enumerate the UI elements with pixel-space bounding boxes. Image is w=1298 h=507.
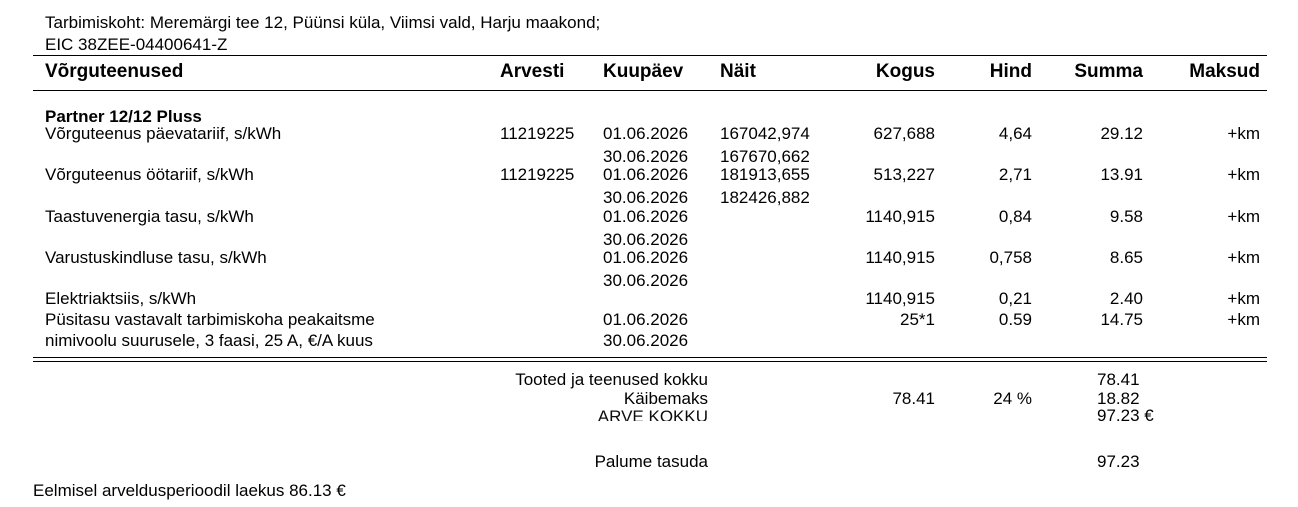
row-date-to: 30.06.2026 (603, 188, 689, 207)
row-service: Varustuskindluse tasu, s/kWh (45, 248, 267, 267)
previous-payment-note: Eelmisel arveldusperioodil laekus 86.13 € (33, 481, 346, 500)
row-price: 0,21 (998, 289, 1032, 308)
header-rule (33, 90, 1267, 91)
header-quantity: Kogus (875, 61, 935, 82)
row-quantity: 1140,915 (865, 248, 935, 267)
invoice-total-sum: 97.23 € (1097, 406, 1154, 425)
row-price: 0,84 (998, 207, 1032, 226)
vat-base: 78.41 (892, 389, 935, 408)
products-total-sum: 78.41 (1097, 370, 1140, 389)
row-sum: 14.75 (1100, 310, 1143, 329)
row-taxes: +km (1227, 165, 1260, 184)
row-sum: 13.91 (1100, 165, 1143, 184)
row-date-from: 01.06.2026 (603, 310, 689, 329)
products-total-label: Tooted ja teenused kokku (515, 370, 708, 389)
location-eic: EIC 38ZEE-04400641-Z (45, 35, 228, 54)
row-service: Püsitasu vastavalt tarbimiskoha peakaitsme (45, 310, 375, 329)
row-service: Taastuvenergia tasu, s/kWh (45, 207, 254, 226)
row-taxes: +km (1227, 310, 1260, 329)
vat-sum: 18.82 (1097, 389, 1140, 408)
row-price: 2,71 (998, 165, 1032, 184)
totals-rule-bottom (33, 361, 1267, 362)
row-service: Võrguteenus päevatariif, s/kWh (45, 124, 282, 143)
row-date-to: 30.06.2026 (603, 331, 689, 350)
header-meter: Arvesti (500, 61, 565, 82)
row-taxes: +km (1227, 124, 1260, 143)
invoice-total-label: ARVE KOKKU (597, 407, 708, 421)
row-meter: 11219225 (500, 165, 575, 184)
row-quantity: 627,688 (873, 124, 935, 143)
row-reading-from: 181913,655 (720, 165, 810, 184)
pay-label: Palume tasuda (594, 452, 708, 471)
package-name: Partner 12/12 Pluss (45, 107, 202, 126)
row-date-to: 30.06.2026 (603, 230, 689, 249)
row-sum: 29.12 (1100, 124, 1143, 143)
row-meter: 11219225 (500, 124, 575, 143)
row-taxes: +km (1227, 207, 1260, 226)
row-date-from: 01.06.2026 (603, 207, 689, 226)
row-taxes: +km (1227, 289, 1260, 308)
totals-rule-top (33, 357, 1267, 358)
row-price: 4,64 (998, 124, 1032, 143)
row-service-line2: nimivoolu suurusele, 3 faasi, 25 A, €/A kuus (45, 331, 373, 350)
row-quantity: 1140,915 (865, 207, 935, 226)
row-date-from: 01.06.2026 (603, 124, 689, 143)
row-taxes: +km (1227, 248, 1260, 267)
row-reading-from: 167042,974 (720, 124, 810, 143)
row-price: 0.59 (998, 310, 1032, 329)
row-quantity: 25*1 (900, 310, 935, 329)
row-reading-to: 167670,662 (720, 147, 810, 166)
row-sum: 8.65 (1109, 248, 1143, 267)
header-date: Kuupäev (603, 61, 684, 82)
row-quantity: 1140,915 (865, 289, 935, 308)
pay-sum: 97.23 (1097, 452, 1140, 471)
top-rule (33, 55, 1267, 56)
header-reading: Näit (720, 61, 756, 82)
vat-rate: 24 % (993, 389, 1032, 408)
row-date-from: 01.06.2026 (603, 248, 689, 267)
row-sum: 2.40 (1109, 289, 1143, 308)
row-sum: 9.58 (1109, 207, 1143, 226)
row-date-to: 30.06.2026 (603, 271, 689, 290)
row-date-from: 01.06.2026 (603, 165, 689, 184)
header-sum: Summa (1074, 61, 1143, 82)
row-quantity: 513,227 (873, 165, 935, 184)
vat-label: Käibemaks (623, 389, 708, 408)
header-price: Hind (989, 61, 1032, 82)
location-address: Tarbimiskoht: Meremärgi tee 12, Püünsi küla, Viimsi vald, Harju maakond; (45, 13, 601, 32)
row-date-to: 30.06.2026 (603, 147, 689, 166)
header-taxes: Maksud (1189, 61, 1260, 82)
row-service: Võrguteenus öötariif, s/kWh (45, 165, 254, 184)
row-reading-to: 182426,882 (720, 188, 810, 207)
header-service: Võrguteenused (45, 61, 184, 82)
row-price: 0,758 (989, 248, 1032, 267)
row-service: Elektriaktsiis, s/kWh (45, 289, 197, 308)
